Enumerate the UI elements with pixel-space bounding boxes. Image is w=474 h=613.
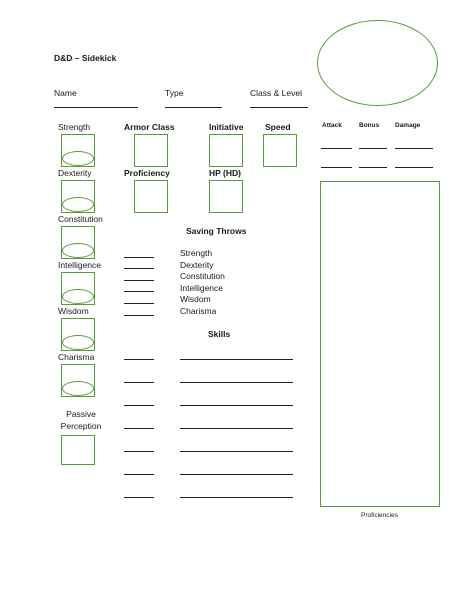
ability-mod-oval-charisma[interactable] (62, 381, 94, 396)
hp-label: HP (HD) (209, 168, 241, 178)
skill-name-line[interactable] (180, 474, 293, 475)
skills-title: Skills (208, 329, 231, 339)
saving-throw-wisdom: Wisdom (180, 294, 211, 304)
skill-bonus-line[interactable] (124, 428, 154, 429)
type-label: Type (165, 88, 184, 98)
skill-bonus-line[interactable] (124, 474, 154, 475)
ability-mod-oval-wisdom[interactable] (62, 335, 94, 350)
attack-header: Attack (322, 122, 342, 129)
name-label: Name (54, 88, 77, 98)
saving-throw-line[interactable] (124, 291, 154, 292)
sheet-title: D&D – Sidekick (54, 53, 117, 63)
speed-label: Speed (265, 122, 291, 132)
proficiency-label: Proficiency (124, 168, 170, 178)
bonus-line[interactable] (359, 167, 387, 168)
perception-label: Perception (60, 421, 102, 431)
class-level-label: Class & Level (250, 88, 302, 98)
initiative-label: Initiative (209, 122, 244, 132)
damage-line[interactable] (395, 148, 433, 149)
skill-name-line[interactable] (180, 428, 293, 429)
skill-name-line[interactable] (180, 497, 293, 498)
passive-perception-box[interactable] (61, 435, 95, 465)
ability-label-strength: Strength (58, 122, 91, 132)
skill-name-line[interactable] (180, 451, 293, 452)
ability-label-charisma: Charisma (58, 352, 95, 362)
saving-throw-line[interactable] (124, 315, 154, 316)
ability-mod-oval-constitution[interactable] (62, 243, 94, 258)
ability-label-constitution: Constitution (58, 214, 103, 224)
hp-box[interactable] (209, 180, 243, 213)
ability-mod-oval-intelligence[interactable] (62, 289, 94, 304)
saving-throw-constitution: Constitution (180, 271, 225, 281)
saving-throw-line[interactable] (124, 257, 154, 258)
skill-bonus-line[interactable] (124, 405, 154, 406)
proficiency-box[interactable] (134, 180, 168, 213)
saving-throw-line[interactable] (124, 303, 154, 304)
saving-throws-title: Saving Throws (186, 226, 247, 236)
skill-name-line[interactable] (180, 405, 293, 406)
saving-throw-dexterity: Dexterity (180, 260, 214, 270)
saving-throw-line[interactable] (124, 268, 154, 269)
skill-bonus-line[interactable] (124, 497, 154, 498)
skill-bonus-line[interactable] (124, 451, 154, 452)
proficiencies-label: Proficiencies (361, 512, 398, 519)
armor-class-label: Armor Class (124, 122, 175, 132)
name-line[interactable] (54, 107, 138, 108)
skill-bonus-line[interactable] (124, 382, 154, 383)
ability-label-intelligence: Intelligence (58, 260, 102, 270)
skill-name-line[interactable] (180, 382, 293, 383)
saving-throw-strength: Strength (180, 248, 213, 258)
type-line[interactable] (165, 107, 222, 108)
bonus-header: Bonus (359, 122, 380, 129)
attack-line[interactable] (321, 167, 352, 168)
proficiencies-box[interactable] (320, 181, 440, 507)
saving-throw-line[interactable] (124, 280, 154, 281)
saving-throw-intelligence: Intelligence (180, 283, 224, 293)
speed-box[interactable] (263, 134, 297, 167)
ability-mod-oval-strength[interactable] (62, 151, 94, 166)
skill-bonus-line[interactable] (124, 359, 154, 360)
bonus-line[interactable] (359, 148, 387, 149)
initiative-box[interactable] (209, 134, 243, 167)
saving-throw-charisma: Charisma (180, 306, 217, 316)
armor-class-box[interactable] (134, 134, 168, 167)
attack-line[interactable] (321, 148, 352, 149)
ability-mod-oval-dexterity[interactable] (62, 197, 94, 212)
ability-label-dexterity: Dexterity (58, 168, 92, 178)
portrait-oval[interactable] (317, 20, 438, 106)
passive-label: Passive (66, 409, 96, 419)
damage-line[interactable] (395, 167, 433, 168)
class-level-line[interactable] (250, 107, 308, 108)
damage-header: Damage (395, 122, 421, 129)
skill-name-line[interactable] (180, 359, 293, 360)
ability-label-wisdom: Wisdom (58, 306, 89, 316)
